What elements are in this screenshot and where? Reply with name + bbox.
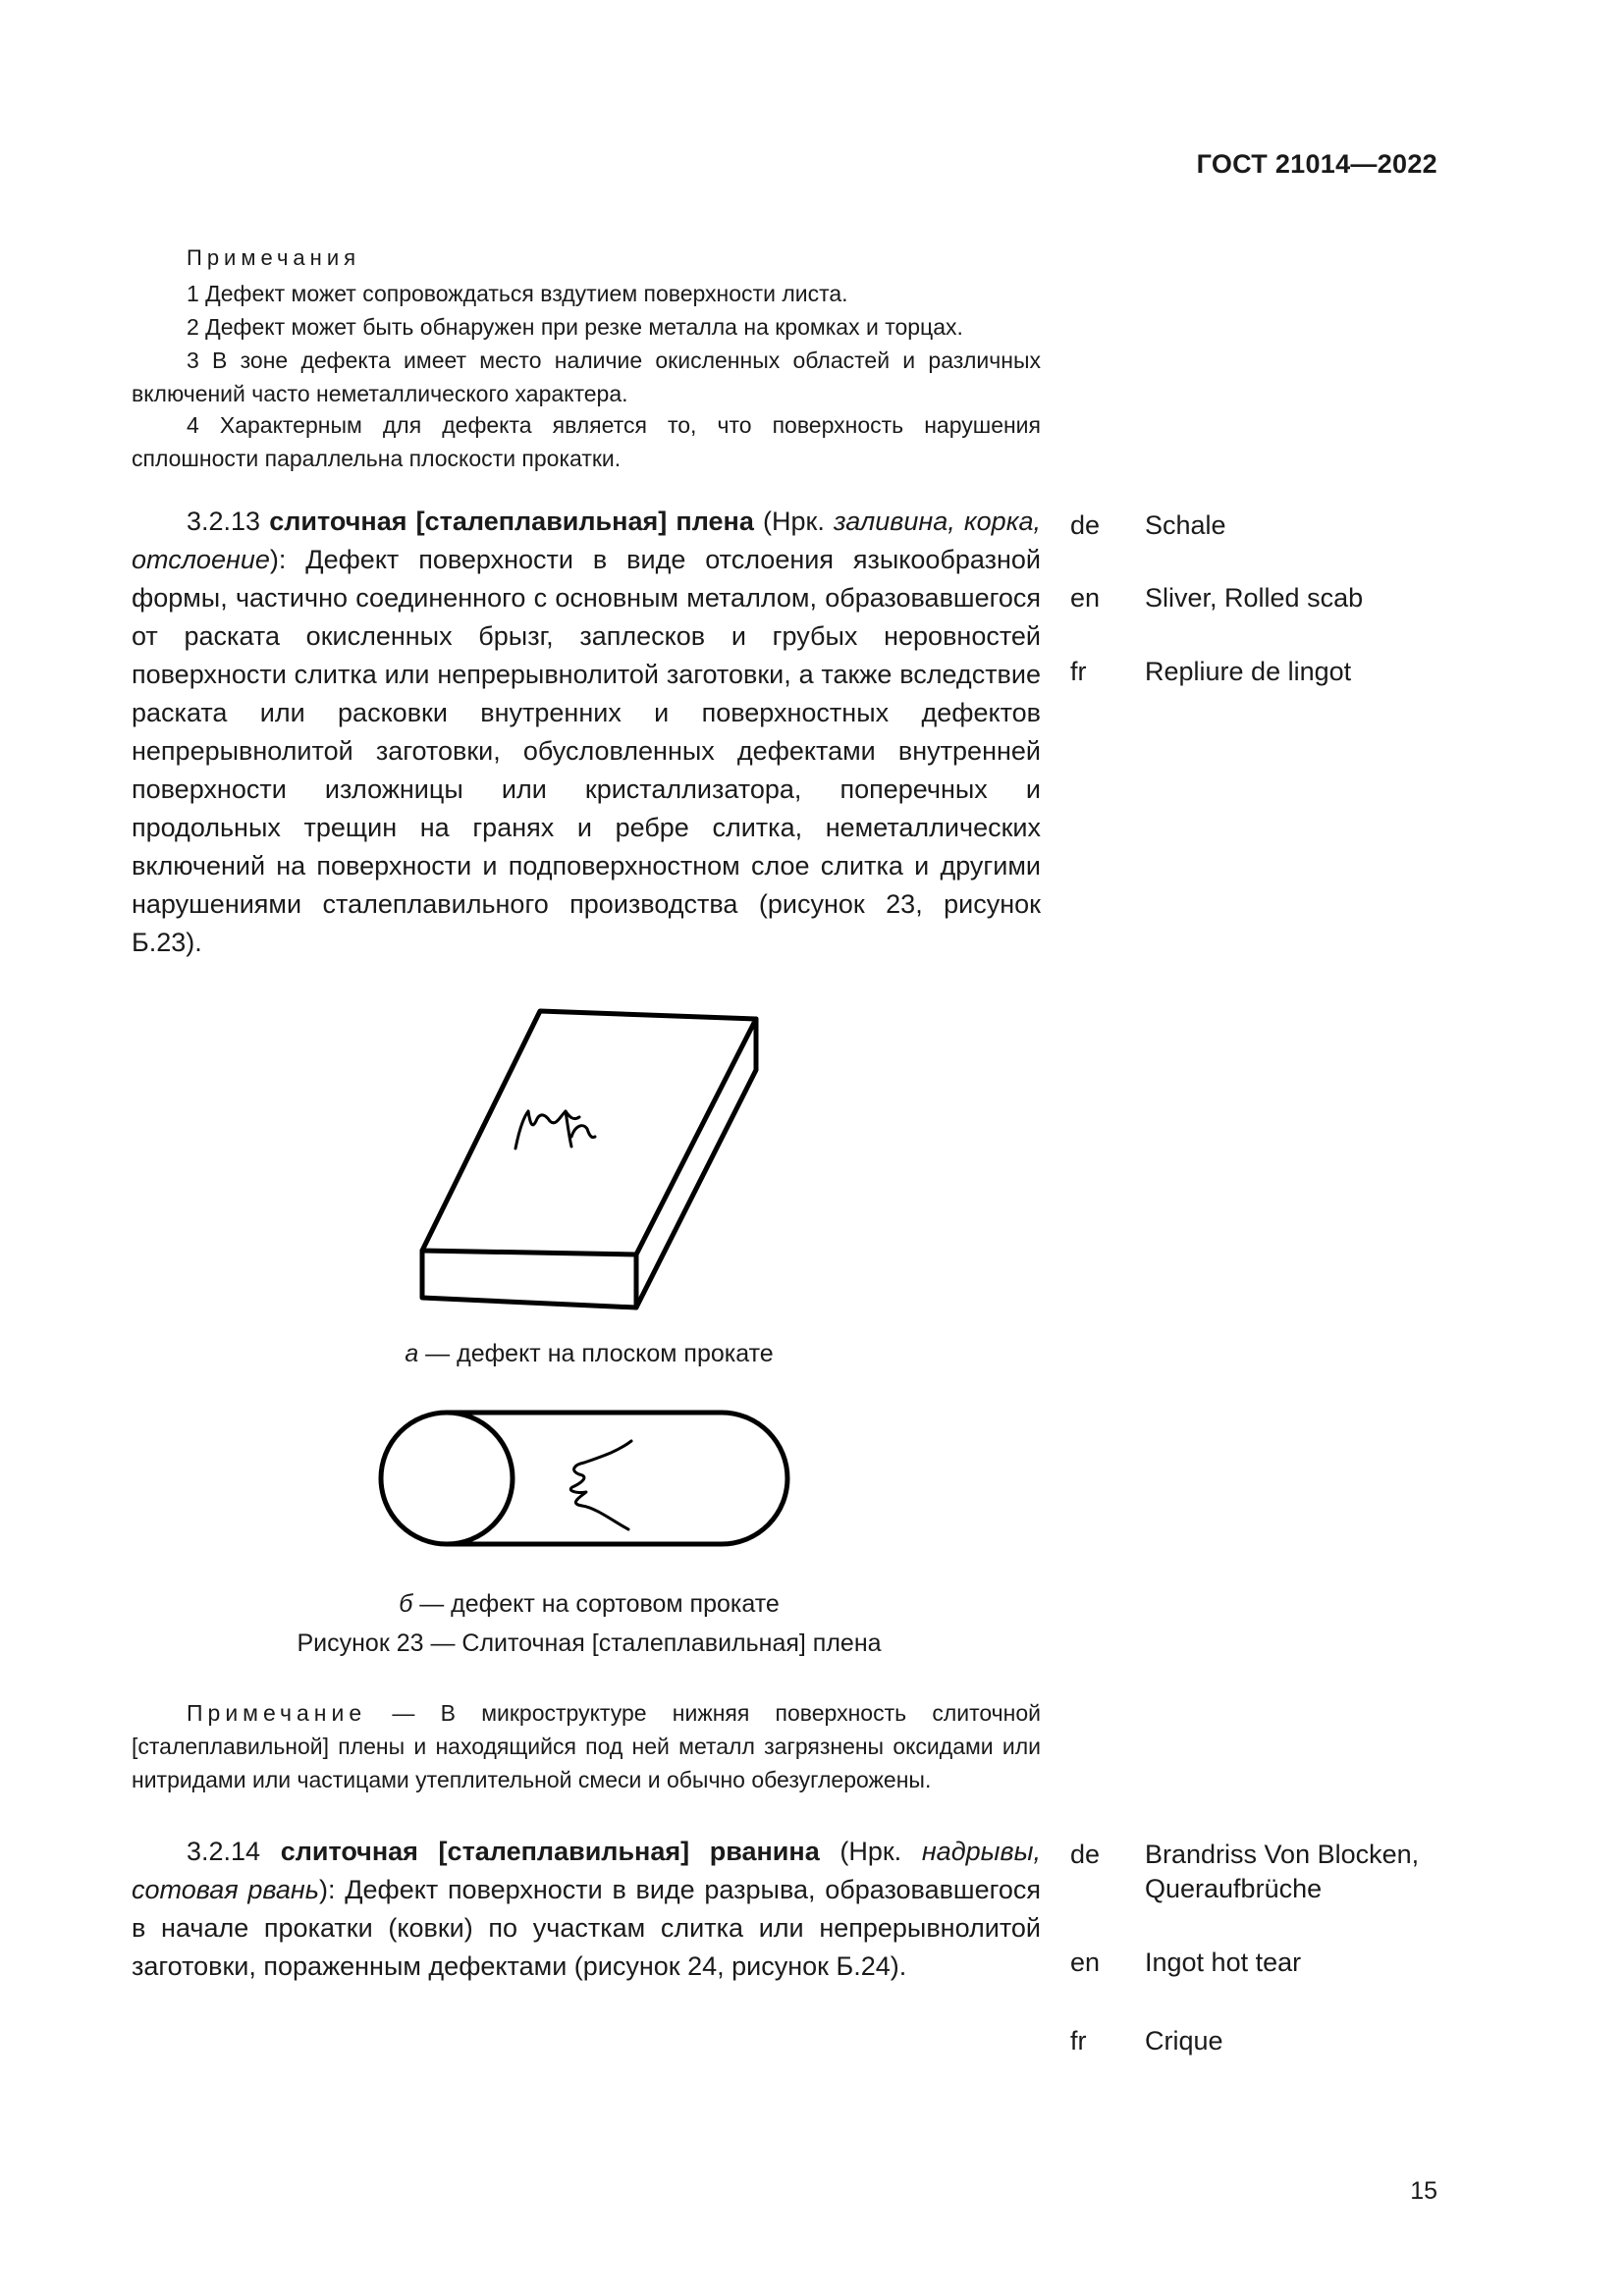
note-label: Примечание [187,1700,367,1726]
figure-title: Рисунок 23 — Слиточная [сталеплавильная] плена [297,1629,882,1657]
equivalent-en: Ingot hot tear [1145,1948,1302,1977]
term-npk-suffix: ): [318,1875,336,1904]
document-code: ГОСТ 21014—2022 [1196,149,1437,179]
term-npk-prefix: (Нрк. [839,1837,902,1866]
note-item: 2 Дефект может быть обнаружен при резке металла на кромках и торцах. [187,314,963,340]
term-definition: Дефект поверхности в виде разрыва, образовавшегося в начале прокатки (ковки) по участкам слитка или непрерывнолитой заготовки, пораженным дефектами (рисунок 24, рисунок Б.24). [132,1875,1041,1981]
equivalent-fr: Crique [1145,2026,1223,2056]
term-npk-prefix: (Нрк. [763,507,825,536]
figure-caption-a [147,1337,1031,1370]
term-number: 3.2.13 [187,507,261,536]
page-number: 15 [1410,2177,1437,2205]
lang-code-de: de [1070,1840,1101,1869]
note-item: 3 В зоне дефекта имеет место наличие окисленных областей и различных включений часто неметаллического характера. [132,347,1041,406]
equivalent-en: Sliver, Rolled scab [1145,583,1364,613]
lang-code-fr: fr [1070,2026,1087,2056]
equivalent-de: Schale [1145,510,1226,540]
lang-code-de: de [1070,510,1101,540]
note-item: 1 Дефект может сопровождаться вздутием поверхности листа. [187,281,848,306]
term-definition: Дефект поверхности в виде отслоения языкообразной формы, частично соединенного с основным металлом, образовавшегося от раската окисленных брызг, заплесков и грубых неровностей поверхности слитка или непрерывнолитой заготовки, а также вследствие раската или расковки внутренних и поверхностных дефектов непрерывнолитой заготовки, обусловленных дефектами внутренней поверхности изложницы или кристаллизатора, поперечных и продольных трещин на гранях и ребре слитка, неметаллических включений на поверхности и подповерхностном слое слитка и другими нарушениями сталеплавильного производства (рисунок 23, рисунок Б.23). [132,545,1041,957]
term-3-2-14 [132,1833,1041,1986]
defect-mark [515,1111,595,1148]
lang-code-en: en [1070,583,1101,613]
term-number: 3.2.14 [187,1837,261,1866]
caption-b-text: — дефект на сортовом прокате [412,1590,780,1618]
lang-code-fr: fr [1070,657,1087,686]
term-npk: надрывы, сотовая рвань [132,1837,1041,1904]
term-title: слиточная [сталеплавильная] плена [269,507,754,536]
term-npk: заливина, корка, отслоение [132,507,1041,574]
notes-title: Примечания [187,245,361,270]
equivalent-fr: Repliure de lingot [1145,657,1352,686]
note-item: 4 Характерным для дефекта является то, что поверхность нарушения сплошности параллельна плоскости прокатки. [132,412,1041,471]
note-text: — В микроструктуре нижняя поверхность слиточной [сталеплавильной] плены и находящийся под ней металл загрязнены оксидами или нитридами или частицами утеплительной смеси и обычно обезуглерожены. [132,1700,1041,1792]
equivalent-de: Brandriss Von Blocken, Queraufbrüche [1145,1840,1420,1903]
caption-b-letter: б [399,1590,413,1618]
term-npk-suffix: ): [269,545,287,574]
flat-plate-drawing [412,1001,766,1315]
defect-mark [570,1441,631,1529]
caption-a-letter: а [405,1340,419,1367]
term-title: слиточная [сталеплавильная] рванина [280,1837,820,1866]
figure-caption-b [147,1587,1031,1621]
term-3-2-13 [132,503,1041,962]
caption-a-text: — дефект на плоском прокате [418,1340,774,1367]
lang-code-en: en [1070,1948,1101,1977]
round-bar-drawing [368,1392,810,1559]
note-bottom [132,1696,1041,1796]
